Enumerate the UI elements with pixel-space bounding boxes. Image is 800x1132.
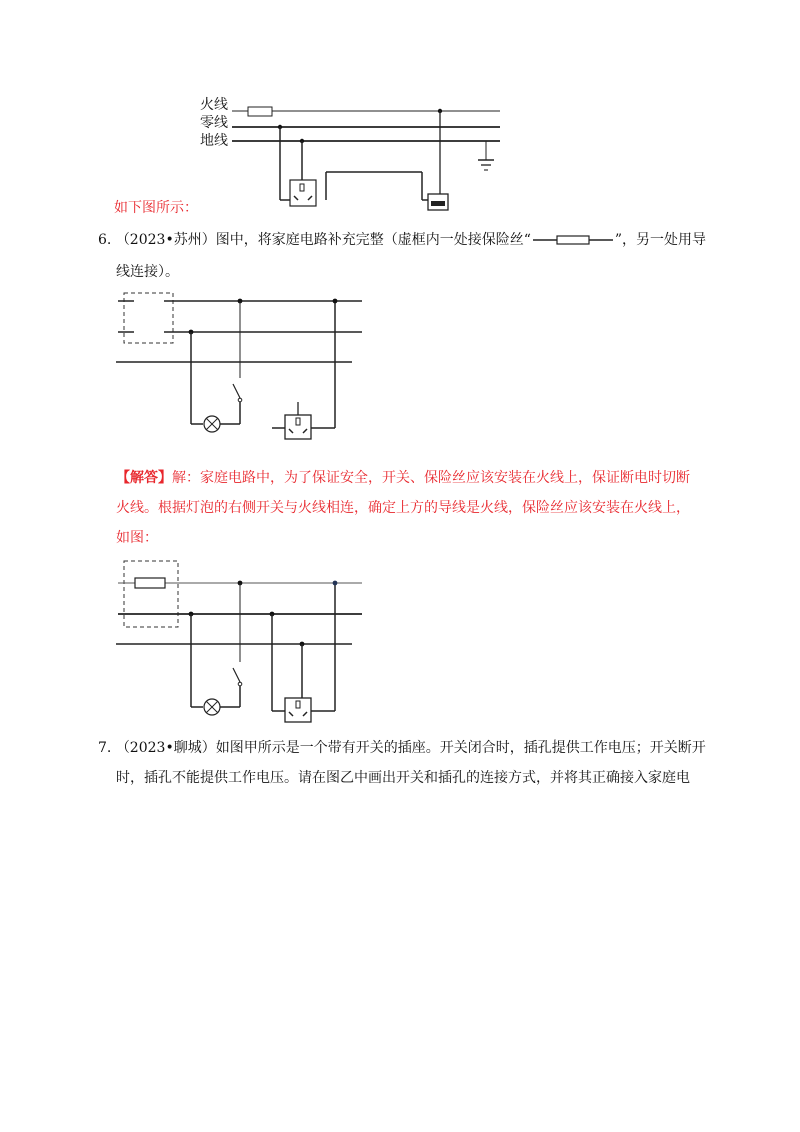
- fuse-symbol-answer: [135, 578, 165, 588]
- q6-source: （2023•苏州）: [115, 232, 216, 248]
- lamp-icon-answer: [204, 699, 220, 715]
- q6-text-post: ”，另一处用导: [614, 232, 707, 248]
- q6-line2: 线连接）。: [116, 264, 179, 280]
- q7-line1-text: 如图甲所示是一个带有开关的插座。开关闭合时，插孔提供工作电压；开关断开: [215, 740, 706, 756]
- switch-icon-answer: [233, 668, 242, 686]
- dashed-box-answer: [124, 561, 178, 627]
- q6-text-pre: 图中，将家庭电路补充完整（虚框内一处接保险丝“: [215, 232, 531, 248]
- q7-line1: [98, 738, 706, 758]
- q7-number: 7.: [98, 740, 112, 756]
- label-neutral-line: 零线: [200, 115, 228, 131]
- answer6-line1-text: 解：家庭电路中，为了保证安全，开关、保险丝应该安装在火线上，保证断电时切断: [172, 470, 690, 486]
- q7-source: （2023•聊城）: [115, 740, 216, 756]
- answer6-line2: 火线。根据灯泡的右侧开关与火线相连，确定上方的导线是火线，保险丝应该安装在火线上，: [116, 500, 690, 516]
- q6-number: 6.: [98, 232, 112, 248]
- socket-icon-answer: [285, 698, 311, 722]
- label-fire-line: 火线: [200, 97, 228, 113]
- q7-line2: 时，插孔不能提供工作电压。请在图乙中画出开关和插孔的连接方式，并将其正确接入家庭电: [116, 770, 690, 786]
- answer6-line3: 如图：: [116, 530, 158, 546]
- caption-top: 如下图所示：: [114, 200, 198, 216]
- answer6-tag: 【解答】: [116, 470, 172, 486]
- label-ground-line: 地线: [200, 133, 228, 149]
